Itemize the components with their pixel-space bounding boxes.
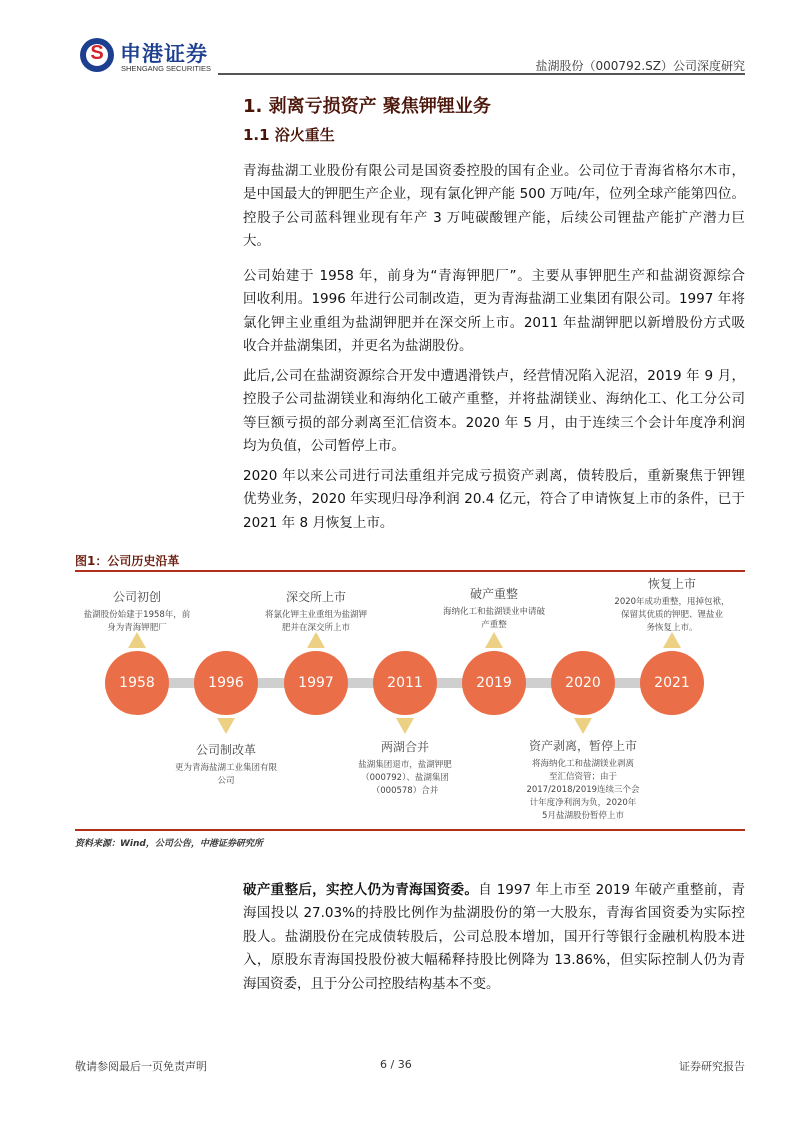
triangle-up-icon <box>485 632 503 648</box>
paragraph <box>243 265 745 359</box>
figure-bottom-divider <box>75 829 745 831</box>
year-circle-2021: 2021 <box>640 651 704 715</box>
paragraph-line: 此后,公司在盐湖资源综合开发中遭遇滑铁卢，经营情况陷入泥沼，2019 年 9 月， <box>243 368 745 384</box>
event-desc: 公司 <box>217 776 235 786</box>
paragraph-line: 回收利用。1996 年进行公司制改造，更为青海盐湖工业集团有限公司。1997 年将 <box>243 291 745 308</box>
paragraph-line: 优势业务，2020 年实现归母净利润 20.4 亿元，符合了申请恢复上市的条件，已于 <box>243 491 745 508</box>
paragraph-line: 收合并盐湖集团，并更名为盐湖股份。 <box>243 338 473 355</box>
paragraph <box>243 365 745 459</box>
logo-name: 申港证券 <box>120 42 208 66</box>
event-title: 深交所上市 <box>285 590 346 604</box>
footer-disclaimer: 敬请参阅最后一页免责声明 <box>75 1060 207 1073</box>
footer-report-type: 证券研究报告 <box>679 1060 745 1073</box>
event-desc: 至汇信资管；由于 <box>548 772 617 782</box>
event-desc: 保留其优质的钾肥、锂盐业 <box>620 610 723 620</box>
event-desc: 身为青海钾肥厂 <box>107 623 167 633</box>
paragraph-line: 均为负值，公司暂停上市。 <box>243 438 405 455</box>
event-desc: 务恢复上市。 <box>646 623 698 633</box>
paragraph-line: 氯化钾主业重组为盐湖钾肥并在深交所上市。2011 年盐湖钾肥以新增股份方式吸 <box>243 314 745 331</box>
paragraph-line: 等巨额亏损的部分剥离至汇信资本。2020 年 5 月，由于连续三个会计年度净利润 <box>243 414 745 431</box>
event-desc: （000578）合并 <box>371 786 439 796</box>
timeline-event-top <box>241 588 391 635</box>
year-circle-1958: 1958 <box>105 651 169 715</box>
paragraph-line: 公司始建于 1958 年，前身为“青海钾肥厂”。主要从事钾肥生产和盐湖资源综合 <box>243 268 745 284</box>
triangle-down-icon <box>217 718 235 734</box>
figure-source: 资料来源：Wind，公司公告，中港证券研究所 <box>75 839 263 849</box>
event-desc: 2017/2018/2019连续三个会 <box>526 785 640 795</box>
event-title: 恢复上市 <box>647 577 696 591</box>
event-title: 公司制改革 <box>195 743 256 757</box>
event-desc: 将氯化钾主业重组为盐湖钾 <box>264 610 367 620</box>
year-circle-2011: 2011 <box>373 651 437 715</box>
event-desc: 更为青海盐湖工业集团有限 <box>174 763 277 773</box>
subsection-heading: 1.1 浴火重生 <box>243 126 335 144</box>
timeline-event-top <box>419 585 569 632</box>
event-desc: 海纳化工和盐湖镁业申请破 <box>442 607 545 617</box>
event-desc: 肥并在深交所上市 <box>281 623 350 633</box>
event-desc: 将海纳化工和盐湖镁业剥离 <box>531 759 634 769</box>
paragraph-line: 控股子公司盐湖镁业和海纳化工破产重整，并将盐湖镁业、海纳化工、化工分公司 <box>243 391 745 408</box>
event-desc: 2020年成功重整，甩掉包袱， <box>614 597 730 607</box>
paragraph-line: 大。 <box>243 233 270 250</box>
event-title: 两湖合并 <box>380 740 429 754</box>
timeline-event-bottom <box>508 737 658 823</box>
timeline-event-bottom <box>330 738 480 798</box>
figure-title: 图1：公司历史沿革 <box>75 554 180 568</box>
paragraph-line <box>243 879 745 902</box>
page-number: 6 / 36 <box>380 1058 412 1071</box>
paragraph-line: 海国资委，且于分公司控股结构基本不变。 <box>243 975 500 992</box>
event-title: 破产重整 <box>469 587 518 601</box>
event-desc: 5月盐湖股份暂停上市 <box>542 811 624 821</box>
figure-top-divider <box>75 570 745 572</box>
logo-english: SHENGANG SECURITIES <box>121 64 212 73</box>
bold-lead: 破产重整后，实控人仍为青海国资委。 <box>243 882 479 898</box>
paragraph-ownership <box>243 879 745 996</box>
timeline-event-top <box>597 575 747 635</box>
paragraph-line: 控股子公司蓝科锂业现有年产 3 万吨碳酸锂产能，后续公司锂盐产能扩产潜力巨 <box>243 209 745 226</box>
triangle-down-icon <box>574 718 592 734</box>
paragraph-line: 2020 年以来公司进行司法重组并完成亏损资产剥离，债转股后，重新聚焦于钾锂 <box>243 468 745 484</box>
logo-letter: S <box>90 42 104 64</box>
header-title: 盐湖股份（000792.SZ）公司深度研究 <box>535 59 745 73</box>
paragraph-line: 2021 年 8 月恢复上市。 <box>243 514 394 531</box>
event-title: 公司初创 <box>112 590 161 604</box>
timeline-event-bottom <box>151 741 301 788</box>
triangle-down-icon <box>396 718 414 734</box>
event-desc: 盐湖集团退市，盐湖钾肥 <box>358 760 452 770</box>
line-text: 自 1997 年上市至 2019 年破产重整前，青 <box>478 882 745 898</box>
event-desc: 盐湖股份始建于1958年，前 <box>83 610 191 620</box>
year-circle-2019: 2019 <box>462 651 526 715</box>
year-circle-2020: 2020 <box>551 651 615 715</box>
paragraph-line: 海国投以 27.03%的持股比例作为盐湖股份的第一大股东，青海省国资委为实际控 <box>243 905 745 922</box>
paragraph-line: 股人。盐湖股份在完成债转股后，公司总股本增加，国开行等银行金融机构股本进 <box>243 928 745 945</box>
paragraph-line: 青海盐湖工业股份有限公司是国资委控股的国有企业。公司位于青海省格尔木市， <box>243 163 745 179</box>
paragraph <box>243 160 745 254</box>
event-desc: 计年度净利润为负，2020年 <box>529 798 637 808</box>
event-desc: 产重整 <box>481 620 507 630</box>
timeline-event-top <box>62 588 212 635</box>
event-title: 资产剥离，暂停上市 <box>528 739 637 753</box>
event-desc: （000792）、盐湖集团 <box>361 773 449 783</box>
paragraph-line: 是中国最大的钾肥生产企业，现有氯化钾产能 500 万吨/年，位列全球产能第四位。 <box>243 186 745 203</box>
header-divider <box>218 73 745 75</box>
section-heading: 1. 剥离亏损资产 聚焦钾锂业务 <box>243 96 491 117</box>
paragraph-line: 入，原股东青海国投股份被大幅稀释持股比例降为 13.86%，但实际控制人仍为青 <box>243 952 745 969</box>
paragraph <box>243 465 745 535</box>
year-circle-1997: 1997 <box>284 651 348 715</box>
year-circle-1996: 1996 <box>194 651 258 715</box>
